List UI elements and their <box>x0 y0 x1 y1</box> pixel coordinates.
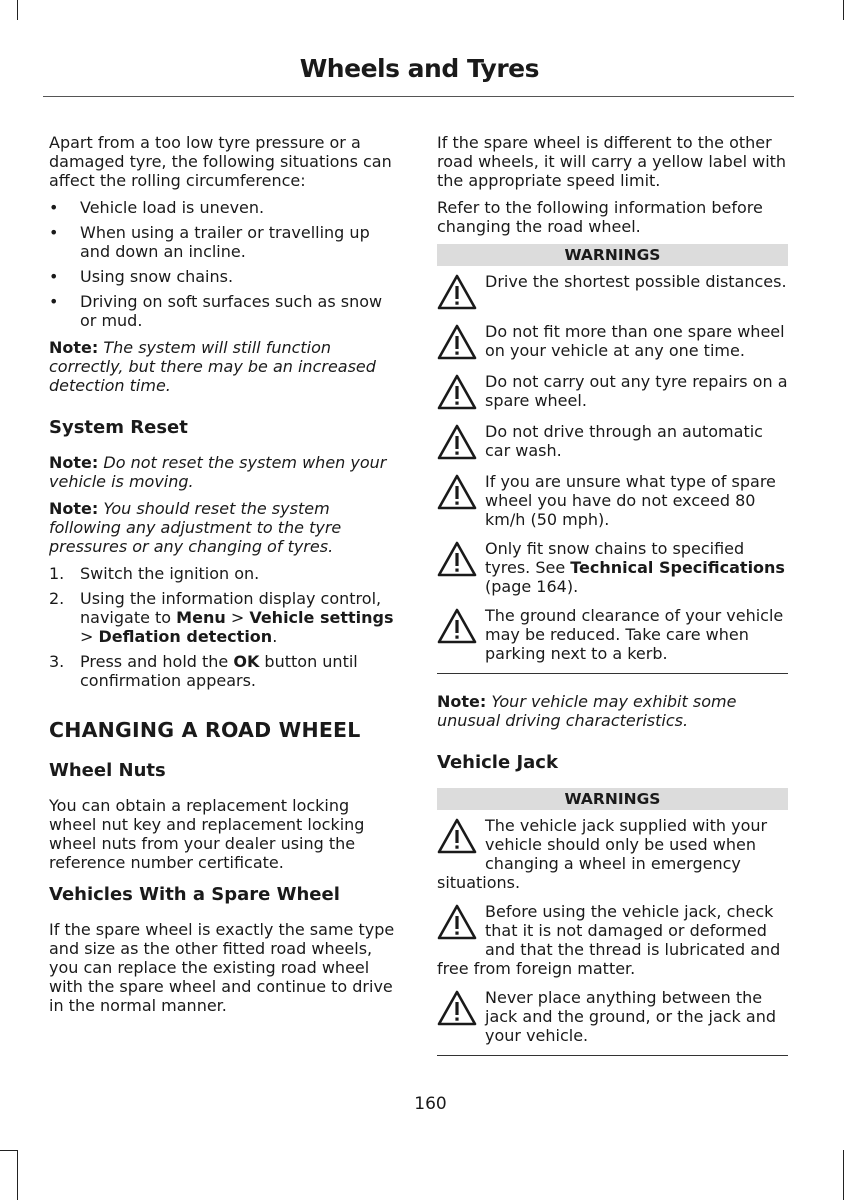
warnings-divider <box>437 1055 788 1056</box>
warning-item: Never place anything between the jack and the ground, or the jack and your vehicle. <box>437 988 788 1045</box>
page-title: Wheels and Tyres <box>299 54 539 83</box>
warning-item: The vehicle jack supplied with your vehicle should only be used when changing a wheel in emergency situations. <box>437 816 768 892</box>
warning-triangle-icon <box>437 990 477 1026</box>
page-number: 160 <box>414 1094 447 1114</box>
warning-triangle-icon <box>437 474 477 510</box>
wheel-nuts-paragraph: You can obtain a replacement locking wheel nut key and replacement locking wheel nuts from your dealer using the reference number certificate. <box>49 796 365 872</box>
crop-mark <box>0 1150 17 1151</box>
warning-triangle-icon <box>437 541 477 577</box>
crop-mark <box>843 0 844 20</box>
note-detection-time: Note: The system will still function correctly, but there may be an increased detection time. <box>49 338 376 395</box>
reset-steps-list <box>49 564 401 690</box>
warning-triangle-icon <box>437 324 477 360</box>
warning-item: Drive the shortest possible distances. <box>437 272 788 312</box>
list-item: • Vehicle load is uneven. <box>49 198 265 217</box>
left-column <box>49 133 401 1023</box>
list-item: • Using snow chains. <box>49 267 234 286</box>
warning-triangle-icon <box>437 816 485 870</box>
spare-label-paragraph: If the spare wheel is different to the other road wheels, it will carry a yellow label with the appropriate speed limit. <box>437 133 787 190</box>
warning-triangle-icon <box>437 374 477 410</box>
warning-triangle-icon <box>437 274 477 310</box>
circumference-factors-list <box>49 198 401 330</box>
bullet-icon: • <box>49 292 59 311</box>
bullet-icon: • <box>49 198 59 217</box>
crop-mark <box>17 0 18 20</box>
right-column <box>437 133 788 1074</box>
warning-item: Do not carry out any tyre repairs on a spare wheel. <box>437 372 788 412</box>
list-item: • Driving on soft surfaces such as snow or mud. <box>49 292 383 330</box>
warning-triangle-icon <box>437 608 477 644</box>
warning-item: Before using the vehicle jack, check that it is not damaged or deformed and that the thread is lubricated and free from foreign matter. <box>437 902 781 978</box>
note-should-reset: Note: You should reset the system following any adjustment to the tyre pressures or any changing of tyres. <box>49 499 342 556</box>
crop-mark <box>843 1150 844 1200</box>
system-reset-heading: System Reset <box>49 417 188 438</box>
before-changing-paragraph: Refer to the following information before changing the road wheel. <box>437 198 763 236</box>
spare-wheel-heading: Vehicles With a Spare Wheel <box>49 884 340 905</box>
warning-triangle-icon <box>437 424 477 460</box>
note-driving-characteristics: Note: Your vehicle may exhibit some unusual driving characteristics. <box>437 692 737 730</box>
wheel-nuts-heading: Wheel Nuts <box>49 760 166 781</box>
list-item: 3. Press and hold the OK button until confirmation appears. <box>49 652 358 690</box>
spare-wheel-paragraph: If the spare wheel is exactly the same type and size as the other fitted road wheels, you can replace the existing road wheel with the spare wheel and continue to drive in the normal manner. <box>49 920 395 1015</box>
list-item: • When using a trailer or travelling up and down an incline. <box>49 223 370 261</box>
warnings-divider <box>437 673 788 674</box>
list-item: 2. Using the information display control, navigate to Menu > Vehicle settings > Deflation detection. <box>49 589 394 646</box>
header-divider <box>43 96 794 97</box>
list-item: 1. Switch the ignition on. <box>49 564 260 583</box>
intro-paragraph: Apart from a too low tyre pressure or a damaged tyre, the following situations can affect the rolling circumference: <box>49 133 392 190</box>
warnings-heading: WARNINGS <box>437 244 788 266</box>
bullet-icon: • <box>49 223 59 242</box>
warning-triangle-icon <box>437 902 485 956</box>
warning-item: If you are unsure what type of spare wheel you have do not exceed 80 km/h (50 mph). <box>437 472 788 529</box>
note-do-not-reset: Note: Do not reset the system when your vehicle is moving. <box>49 453 387 491</box>
warning-item: Do not fit more than one spare wheel on your vehicle at any one time. <box>437 322 788 362</box>
section-heading: CHANGING A ROAD WHEEL <box>49 718 361 742</box>
vehicle-jack-heading: Vehicle Jack <box>437 752 558 773</box>
bullet-icon: • <box>49 267 59 286</box>
crop-mark <box>17 1150 18 1200</box>
warning-item: The ground clearance of your vehicle may be reduced. Take care when parking next to a kerb. <box>437 606 788 663</box>
warning-item: Do not drive through an automatic car wash. <box>437 422 788 462</box>
technical-specifications-link[interactable]: Technical Specifications <box>570 558 785 577</box>
warnings-heading: WARNINGS <box>437 788 788 810</box>
warning-item: Only fit snow chains to specified tyres. See Technical Specifications (page 164). <box>437 539 788 596</box>
